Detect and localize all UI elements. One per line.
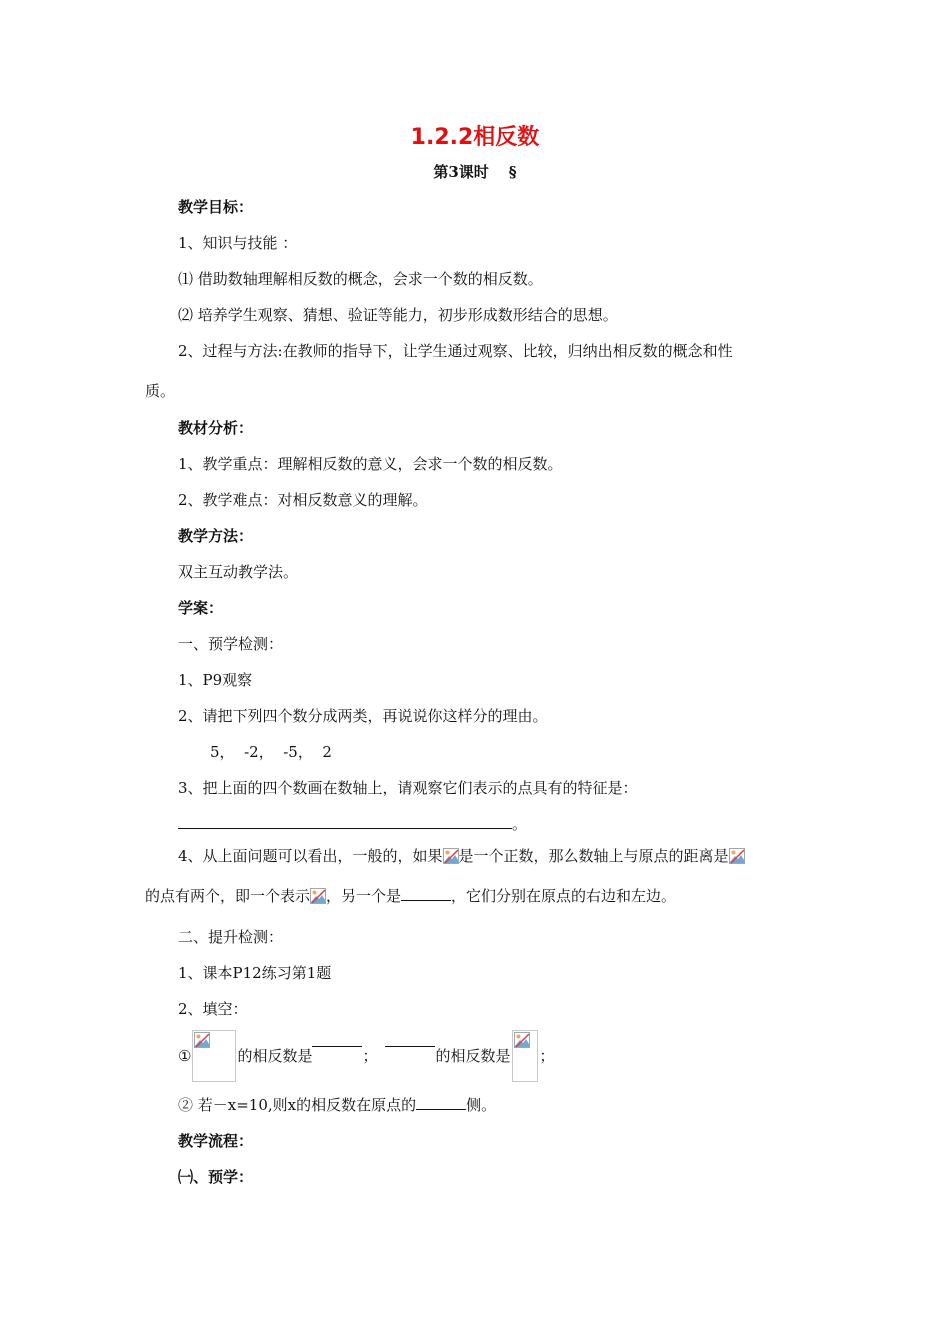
fill-text-a: 的相反数是 [237,1047,313,1065]
fill-text-b: ； [362,1047,378,1065]
lesson-subtitle [0,162,950,182]
q4-text-d: ，另一个是 [326,887,402,905]
section-mark: § [508,163,517,181]
analysis-difficulty: 2、教学难点：对相反数意义的理解。 [178,491,428,509]
plan-heading: 学案： [178,599,224,617]
broken-image-icon [310,888,326,904]
image-placeholder [192,1030,236,1082]
method-heading: 教学方法： [178,527,254,545]
fill-item-number: ② [178,1096,194,1114]
fill-text-c: 的相反数是 [435,1047,511,1065]
answer-blank[interactable] [416,1095,466,1110]
goal-item-2-line2: 质。 [145,382,176,400]
goal-item-1b: ⑵ 培养学生观察、猜想、验证等能力，初步形成数形结合的思想。 [178,306,618,324]
plan-question-1: 1、P9观察 [178,671,253,689]
goal-item-1a: ⑴ 借助数轴理解相反数的概念，会求一个数的相反数。 [178,270,543,288]
method-text: 双主互动教学法。 [178,563,299,581]
plan-question-4-line1 [178,846,745,866]
analysis-key-point: 1、教学重点：理解相反数的意义，会求一个数的相反数。 [178,455,563,473]
goal-item-2-line1: 2、过程与方法:在教师的指导下，让学生通过观察、比较，归纳出相反数的概念和性 [178,342,733,360]
flow-heading: 教学流程： [178,1132,254,1150]
fill-item-1 [178,1030,555,1082]
plan-practice-2: 2、填空： [178,1000,248,1018]
answer-blank[interactable] [385,1032,435,1047]
broken-image-icon [514,1032,530,1048]
plan-question-3: 3、把上面的四个数画在数轴上，请观察它们表示的点具有的特征是： [178,779,638,797]
analysis-heading: 教材分析： [178,419,254,437]
fill-item-number: ① [178,1047,192,1065]
plan-question-4-line2 [145,886,676,906]
image-placeholder [512,1030,538,1082]
plan-question-2: 2、请把下列四个数分成两类，再说说你这样分的理由。 [178,707,548,725]
q4-text-e: ，它们分别在原点的右边和左边。 [451,887,677,905]
goals-heading: 教学目标： [178,198,254,216]
plan-part-2: 二、提升检测： [178,928,284,946]
plan-question-3-answer [178,814,527,834]
fill-text-d: ； [539,1047,555,1065]
q4-text-b: 是一个正数，那么数轴上与原点的距离是 [458,847,729,865]
plan-part-1: 一、预学检测： [178,635,284,653]
goal-item-1: 1、知识与技能 ： [178,234,298,252]
flow-step-1: ㈠、预学： [178,1168,254,1186]
answer-blank[interactable] [178,814,512,829]
period-mark: 。 [512,815,528,833]
fill-text-a: 若－x=10,则x的相反数在原点的 [193,1096,417,1114]
page-title: 1.2.2相反数 [410,125,540,150]
answer-blank[interactable] [312,1032,362,1047]
broken-image-icon [443,848,459,864]
answer-blank[interactable] [401,886,451,901]
broken-image-icon [194,1032,210,1048]
fill-item-2 [178,1095,496,1115]
plan-number-list: 5， -2， -5， 2 [210,743,332,761]
plan-practice-1: 1、课本P12练习第1题 [178,964,332,982]
lesson-period: 第3课时 [433,163,489,181]
q4-text-a: 4、从上面问题可以看出，一般的，如果 [178,847,443,865]
broken-image-icon [729,848,745,864]
fill-text-b: 侧。 [466,1096,497,1114]
q4-text-c: 的点有两个，即一个表示 [145,887,311,905]
